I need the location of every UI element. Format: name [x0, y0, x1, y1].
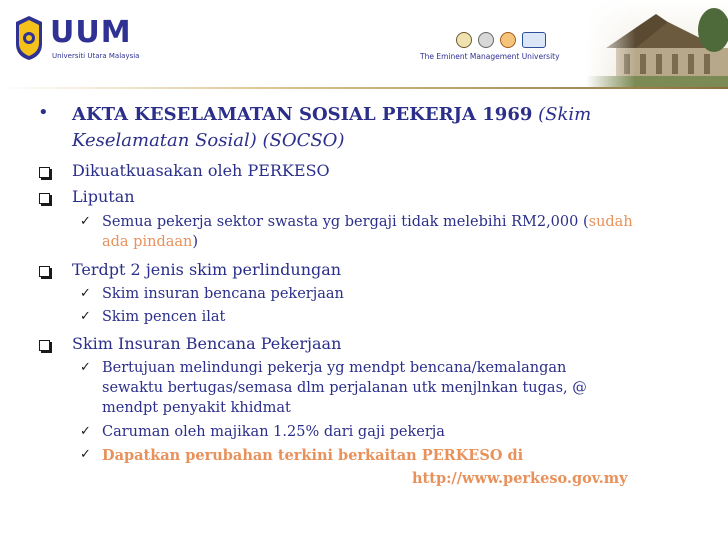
- sub-item-continuation: sewaktu bertugas/semasa dlm perjalanan utk menjlnkan tugas, @: [102, 380, 587, 396]
- award-badge-icon: [500, 32, 516, 48]
- sub-item: Caruman oleh majikan 1.25% dari gaji pekerja: [102, 424, 445, 440]
- checkmark-icon: ✓: [80, 447, 91, 462]
- checkmark-icon: ✓: [80, 214, 91, 229]
- heading-bold: AKTA KESELAMATAN SOSIAL PEKERJA 1969: [72, 104, 533, 125]
- list-item: Dikuatkuasakan oleh PERKESO: [72, 161, 330, 180]
- checkmark-icon: ✓: [80, 309, 91, 324]
- slide-heading-line2: [72, 130, 344, 151]
- sub-item-continuation: mendpt penyakit khidmat: [102, 400, 291, 416]
- header-divider: [0, 87, 728, 89]
- uum-logo-subtitle: Universiti Utara Malaysia: [52, 52, 140, 60]
- square-bullet-icon: [39, 167, 50, 178]
- sub-item-continuation: ada pindaan): [102, 234, 199, 250]
- award-badge-icon: [478, 32, 494, 48]
- square-bullet-icon: [39, 340, 50, 351]
- uum-emblem-icon: [14, 14, 44, 62]
- checkmark-icon: ✓: [80, 360, 91, 375]
- sub-item: Skim pencen ilat: [102, 309, 226, 325]
- university-tagline: The Eminent Management University: [420, 52, 560, 61]
- slide-header: [0, 0, 728, 88]
- sub-item: Semua pekerja sektor swasta yg bergaji tidak melebihi RM2,000 (sudah: [102, 214, 633, 230]
- uum-logo-text: UUM: [50, 15, 132, 50]
- sub-item: Skim insuran bencana pekerjaan: [102, 286, 344, 302]
- award-badge-icon: [456, 32, 472, 48]
- list-item: Skim Insuran Bencana Pekerjaan: [72, 334, 342, 353]
- perkeso-url-link[interactable]: http://www.perkeso.gov.my: [412, 470, 628, 487]
- list-item: Terdpt 2 jenis skim perlindungan: [72, 260, 342, 279]
- sub-item: Bertujuan melindungi pekerja yg mendpt bencana/kemalangan: [102, 360, 567, 376]
- checkmark-icon: ✓: [80, 424, 91, 439]
- square-bullet-icon: [39, 266, 50, 277]
- sub-item: Dapatkan perubahan terkini berkaitan PERKESO di: [102, 447, 524, 464]
- heading-italic-part: (Skim: [532, 104, 592, 125]
- heading-italic-part: Keselamatan Sosial) (SOCSO): [72, 130, 345, 151]
- msc-badge-icon: [522, 32, 546, 48]
- list-item: Liputan: [72, 187, 135, 206]
- square-bullet-icon: [39, 193, 50, 204]
- slide-heading: [72, 104, 591, 125]
- bullet-dot-icon: •: [38, 102, 49, 123]
- campus-building-photo: [586, 0, 728, 88]
- checkmark-icon: ✓: [80, 286, 91, 301]
- award-logos: [456, 32, 546, 48]
